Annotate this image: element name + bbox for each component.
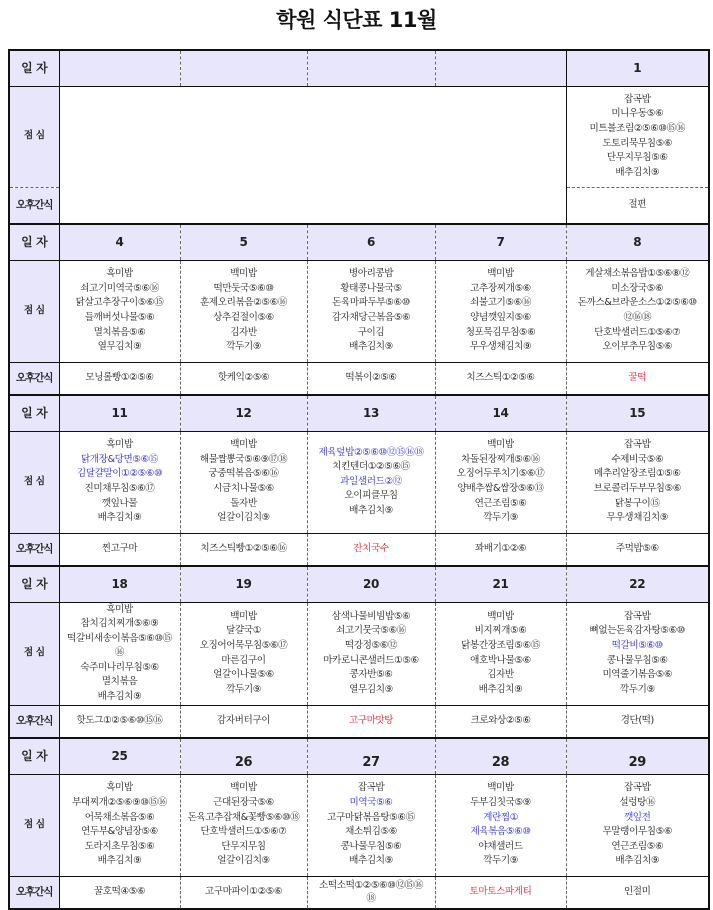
- menu-item: 얼갈이나물⑤⑥: [213, 669, 274, 681]
- menu-item: 비지찌개⑤⑥: [474, 625, 527, 637]
- menu-item: 흑미밥: [106, 439, 133, 451]
- menu-item: 백미밥: [230, 268, 257, 280]
- lunch-menu-cell: [566, 260, 709, 362]
- menu-item: 두부김칫국⑤⑨: [470, 796, 531, 808]
- menu-item: 수제비국⑤⑥: [611, 453, 664, 465]
- lunch-label: 점 심: [9, 774, 59, 876]
- menu-item: 오징어어묵무침⑤⑥⑰: [199, 639, 288, 651]
- date-row: [9, 738, 709, 774]
- lunch-label: 점 심: [9, 602, 59, 705]
- snack-row: [9, 362, 709, 395]
- menu-item: 제육볶음⑤⑥⑩: [470, 826, 531, 838]
- lunch-menu-cell: [435, 260, 566, 362]
- menu-item: 뼈없는돈육감자탕⑤⑥⑩: [589, 625, 686, 637]
- menu-item: 단호박샐러드①⑤⑥⑦: [200, 826, 287, 838]
- menu-item: 숙주미나리무침⑤⑥: [80, 661, 159, 673]
- lunch-menu-cell: [59, 602, 180, 705]
- menu-item: 궁중떡볶음⑤⑥⑯: [208, 468, 279, 480]
- snack-cell: [435, 362, 566, 395]
- snack-item: 고구마맛탕: [348, 715, 394, 727]
- menu-item: 배추김치⑨: [349, 504, 393, 516]
- menu-item: 열무김치⑨: [97, 341, 142, 353]
- date-cell: 25: [59, 738, 180, 774]
- date-cell: 14: [435, 395, 566, 431]
- menu-item: 시금치나물⑤⑥: [213, 483, 274, 494]
- menu-item: 미역줄기볶음⑤⑥: [602, 669, 673, 681]
- menu-item: 김자반: [487, 669, 514, 681]
- snack-cell: [566, 362, 709, 395]
- menu-item: 배추김치⑨: [349, 855, 393, 867]
- menu-item: 쇠고기뭇국⑤⑥⑯: [336, 625, 406, 637]
- snack-cell: [180, 876, 307, 909]
- snack-cell: [307, 705, 435, 738]
- lunch-menu-cell: [59, 774, 180, 876]
- snack-cell: [180, 533, 307, 566]
- menu-item: 백미밥: [487, 610, 514, 622]
- menu-item: 쇠불고기⑤⑥⑯: [469, 297, 532, 309]
- menu-item: 고추장찌개⑤⑥: [470, 282, 531, 294]
- snack-item: 치즈스틱빵①②⑤⑥⑯: [200, 542, 287, 554]
- snack-cell: [307, 533, 435, 566]
- menu-item: 돌자반: [230, 497, 257, 509]
- lunch-label: 점 심: [9, 431, 59, 533]
- menu-item: 백미밥: [230, 610, 257, 622]
- menu-item: 깍두기⑨: [483, 512, 518, 524]
- date-cell: 6: [307, 224, 435, 260]
- menu-item: 단호박샐러드①⑤⑥⑦: [594, 326, 681, 338]
- lunch-menu-cell: [307, 431, 435, 533]
- snack-item: 꽈배기①②⑥: [474, 542, 527, 554]
- menu-item: 연두부&양념장⑤⑥: [81, 826, 158, 838]
- menu-item: 참치김치찌개⑤⑥⑨: [80, 618, 159, 630]
- snack-cell: [435, 705, 566, 738]
- date-cell: 27: [307, 738, 435, 774]
- snack-label: 오후간식: [9, 705, 59, 738]
- snack-item: 인절미: [623, 886, 651, 898]
- snack-cell: [59, 876, 180, 909]
- menu-item: 콩나물무침⑤⑥: [606, 654, 668, 666]
- menu-item: 김자반: [230, 326, 257, 338]
- snack-item: 절편: [628, 198, 647, 210]
- date-cell: [307, 50, 435, 86]
- menu-item: 깍두기⑨: [226, 341, 261, 353]
- menu-item: 쇠고기미역국⑤⑥⑯: [80, 282, 159, 294]
- date-cell: 15: [566, 395, 709, 431]
- snack-cell: [180, 362, 307, 395]
- menu-item: 백미밥: [487, 782, 514, 794]
- menu-table: [8, 49, 710, 910]
- menu-item: ⑫⑯⑱: [623, 312, 652, 323]
- menu-item: 백미밥: [230, 782, 257, 794]
- menu-item: 돈육고추잡채&꽃빵⑤⑥⑩⑱: [187, 811, 300, 823]
- snack-row: [9, 533, 709, 566]
- menu-item: 단무지무침: [221, 840, 266, 852]
- menu-item: 콩자반⑤⑥: [349, 669, 393, 681]
- menu-item: 훈제오리볶음②⑤⑥⑯: [199, 297, 287, 309]
- menu-item: 떡만둣국⑤⑥⑩: [213, 282, 274, 294]
- lunch-row: [9, 260, 709, 362]
- snack-item: 찐고구마: [101, 542, 138, 554]
- menu-item: 구이김: [357, 326, 385, 338]
- menu-item: 채소튀김⑤⑥: [345, 826, 397, 838]
- menu-item: 흑미밥: [106, 268, 133, 280]
- menu-item: 배추김치⑨: [478, 683, 523, 695]
- menu-item: 과일샐러드②⑫: [340, 475, 402, 487]
- menu-item: 설렁탕⑯: [619, 796, 656, 808]
- menu-item: 깻잎나물: [101, 497, 138, 509]
- snack-cell: [180, 705, 307, 738]
- lunch-row: [9, 774, 709, 876]
- snack-row: [9, 876, 709, 909]
- lunch-row: [9, 431, 709, 533]
- lunch-row: [9, 602, 709, 705]
- menu-item: 단무지무침⑤⑥: [606, 152, 668, 164]
- date-cell: 5: [180, 224, 307, 260]
- snack-cell: [59, 362, 180, 395]
- snack-item: 감자버터구이: [216, 715, 271, 727]
- date-cell: 4: [59, 224, 180, 260]
- page-title: 학원 식단표 11월: [276, 8, 437, 32]
- snack-label: 오후간식: [9, 187, 59, 224]
- snack-cell: [435, 876, 566, 909]
- date-cell: 8: [566, 224, 709, 260]
- menu-item: 백미밥: [230, 439, 257, 451]
- menu-item: 해물짬뽕국⑤⑥⑨⑰⑱: [199, 453, 288, 465]
- menu-item: 마른김구이: [221, 654, 266, 666]
- menu-item: 메추리알장조림①⑤⑥: [593, 468, 681, 480]
- menu-item: 떡강정⑤⑥⑫: [344, 639, 398, 651]
- menu-item: 삼색나물비빔밥⑤⑥: [331, 610, 411, 622]
- snack-cell: [307, 876, 435, 909]
- snack-cell: [566, 533, 709, 566]
- menu-item: 황태콩나물국⑤: [340, 282, 402, 294]
- menu-item: 어묵채소볶음⑤⑥: [84, 811, 155, 823]
- menu-item: 도토리묵무침⑤⑥: [602, 137, 673, 149]
- menu-item: 얼갈이김치⑨: [217, 855, 270, 867]
- date-cell: [435, 50, 566, 86]
- menu-item: 닭개장&당면⑤⑥⑮: [80, 453, 158, 465]
- menu-item: 미소장국⑤⑥: [611, 282, 664, 294]
- menu-item: 진미채무침⑤⑥⑰: [84, 483, 155, 494]
- menu-item: 미니우동⑤⑥: [611, 108, 664, 120]
- lunch-menu-cell: [307, 602, 435, 705]
- date-label: 일 자: [9, 738, 59, 774]
- date-cell: [59, 50, 180, 86]
- lunch-menu-cell: [566, 602, 709, 705]
- lunch-menu-cell: [180, 774, 307, 876]
- menu-item: 배추김치⑨: [97, 855, 142, 867]
- menu-item: 닭봉간장조림⑤⑥⑮: [461, 639, 540, 651]
- menu-item: 깻잎전: [623, 811, 651, 823]
- menu-item: 무우생채김치⑨: [606, 512, 668, 524]
- snack-item: 치즈스틱①②⑤⑥: [466, 371, 535, 383]
- date-row: [9, 566, 709, 602]
- date-cell: 19: [180, 566, 307, 602]
- menu-item: 배추김치⑨: [97, 691, 142, 703]
- snack-item: 소떡소떡①②⑤⑥⑩⑫⑮⑯: [318, 879, 424, 891]
- menu-item: 떡갈비새송이볶음⑤⑥⑩⑮: [67, 632, 172, 644]
- menu-item: 마카로니콘샐러드①⑤⑥: [323, 654, 419, 666]
- snack-label: 오후간식: [9, 876, 59, 909]
- menu-item: 연근조림⑤⑥: [474, 497, 527, 509]
- snack-cell: [307, 362, 435, 395]
- date-cell: 28: [435, 738, 566, 774]
- snack-cell: [59, 533, 180, 566]
- menu-item: 부대찌개②⑤⑥⑨⑩⑮⑯: [72, 796, 167, 808]
- menu-item: 열무김치⑨: [349, 683, 393, 695]
- menu-item: 배추김치⑨: [97, 512, 142, 524]
- date-row: [9, 395, 709, 431]
- menu-item: 제육덮밥②⑤⑥⑩⑫⑮⑯⑱: [318, 446, 424, 458]
- date-cell: 29: [566, 738, 709, 774]
- empty-days-cell: [59, 86, 566, 224]
- date-label: 일 자: [9, 395, 59, 431]
- menu-item: 오이부추무침⑤⑥: [602, 341, 673, 353]
- snack-cell: [566, 187, 709, 224]
- lunch-menu-cell: [566, 431, 709, 533]
- date-label: 일 자: [9, 224, 59, 260]
- menu-item: 도라지초무침⑤⑥: [84, 840, 155, 852]
- menu-item: 근대된장국⑤⑥: [213, 796, 274, 808]
- date-cell: 18: [59, 566, 180, 602]
- snack-cell: [566, 876, 709, 909]
- lunch-menu-cell: [180, 431, 307, 533]
- menu-item: 애호박나물⑤⑥: [470, 654, 531, 666]
- menu-item: 김달걀말이①②⑤⑥⑩: [76, 468, 163, 480]
- date-cell: 13: [307, 395, 435, 431]
- menu-item: 청포묵김무침⑤⑥: [465, 326, 536, 338]
- menu-item: 미트볼조림②⑤⑥⑩⑮⑯: [589, 122, 686, 134]
- date-label: 일 자: [9, 50, 59, 86]
- snack-item: 고구마파이①②⑤⑥: [204, 886, 283, 898]
- menu-item: 병아리콩밥: [348, 268, 394, 280]
- menu-item: 흑미밥: [106, 603, 133, 615]
- snack-item: 꿀호떡④⑤⑥: [93, 886, 146, 898]
- menu-item: 깍두기⑨: [226, 683, 261, 695]
- menu-item: 상추겉절이⑤⑥: [213, 312, 274, 323]
- snack-item: 핫케익②⑤⑥: [217, 371, 270, 383]
- menu-item: 고구마닭볶음탕⑤⑥⑮: [327, 811, 415, 823]
- lunch-label: 점 심: [9, 260, 59, 362]
- snack-cell: [566, 705, 709, 738]
- menu-item: 잡곡밥: [623, 610, 651, 622]
- snack-item: 떡볶이②⑤⑥: [345, 371, 397, 383]
- menu-item: 깍두기⑨: [619, 683, 655, 695]
- snack-item: 모닝롤빵①②⑤⑥: [85, 371, 154, 383]
- menu-item: 오징어두루치기⑤⑥⑰: [456, 468, 545, 480]
- menu-item: 흑미밥: [106, 782, 133, 794]
- snack-item: 핫도그①②⑤⑥⑩⑮⑯: [76, 715, 163, 727]
- menu-item: 배추김치⑨: [615, 855, 660, 867]
- menu-item: 돈육마파두부⑤⑥⑩: [332, 297, 410, 309]
- snack-item: 경단(떡): [620, 715, 654, 727]
- menu-item: 감자채당근볶음⑤⑥: [331, 312, 411, 323]
- snack-label: 오후간식: [9, 533, 59, 566]
- lunch-menu-cell: [307, 260, 435, 362]
- menu-item: 잡곡밥: [623, 93, 651, 105]
- menu-item: 차돌된장찌개⑤⑥⑯: [461, 453, 540, 465]
- menu-item: 연근조림⑤⑥: [611, 840, 664, 852]
- menu-item: 잡곡밥: [357, 782, 385, 794]
- menu-item: 잡곡밥: [623, 782, 651, 794]
- lunch-menu-cell: [59, 431, 180, 533]
- menu-item: 치킨텐더①②⑤⑥⑮: [332, 461, 410, 473]
- menu-item: ⑯: [114, 647, 125, 659]
- snack-item: 잔치국수: [353, 542, 389, 554]
- menu-item: 백미밥: [487, 439, 514, 451]
- lunch-label: 점 심: [9, 86, 59, 187]
- menu-item: 닭봉구이⑮: [614, 497, 660, 509]
- menu-item: 배추김치⑨: [349, 341, 393, 353]
- menu-item: 돈까스&브라운소스①②⑤⑥⑩: [577, 297, 697, 309]
- menu-item: 양배추쌈&쌈장⑤⑥⑬: [457, 483, 544, 494]
- menu-item: 들깨버섯나물⑤⑥: [84, 312, 155, 323]
- snack-cell: [59, 705, 180, 738]
- menu-item: 멸치볶음: [101, 676, 138, 688]
- menu-item: 오이피클무침: [344, 490, 398, 502]
- date-row: [9, 224, 709, 260]
- date-row: [9, 50, 709, 86]
- menu-item: 콩나물무침⑤⑥: [340, 840, 402, 852]
- snack-cell: [435, 533, 566, 566]
- date-cell: 12: [180, 395, 307, 431]
- snack-item: 크로와상②⑤⑥: [470, 715, 531, 727]
- menu-item: 양념깻잎지⑤⑥: [470, 312, 531, 323]
- menu-item: 배추김치⑨: [615, 166, 660, 178]
- lunch-menu-cell: [307, 774, 435, 876]
- lunch-menu-cell: [435, 431, 566, 533]
- menu-item: 얼갈이김치⑨: [217, 512, 270, 524]
- snack-label: 오후간식: [9, 362, 59, 395]
- date-cell: 21: [435, 566, 566, 602]
- lunch-menu-cell: [180, 260, 307, 362]
- date-cell: 20: [307, 566, 435, 602]
- lunch-menu-cell: [566, 86, 709, 187]
- snack-item: 꿀떡: [628, 371, 647, 383]
- lunch-menu-cell: [435, 602, 566, 705]
- date-cell: 26: [180, 738, 307, 774]
- menu-item: 무우생채김치⑨: [469, 341, 532, 353]
- date-cell: 22: [566, 566, 709, 602]
- menu-item: 브로콜리두부무침⑤⑥: [593, 483, 681, 494]
- menu-item: 계란찜①: [483, 811, 518, 823]
- date-label: 일 자: [9, 566, 59, 602]
- date-cell: 7: [435, 224, 566, 260]
- snack-item: 주먹밥⑤⑥: [615, 542, 659, 554]
- menu-item: 백미밥: [487, 268, 514, 280]
- lunch-menu-cell: [566, 774, 709, 876]
- snack-item: 토마토스파게티: [469, 886, 532, 898]
- date-cell: [180, 50, 307, 86]
- lunch-menu-cell: [59, 260, 180, 362]
- date-cell: 1: [566, 50, 709, 86]
- lunch-row: [9, 86, 709, 187]
- menu-item: 야채샐러드: [478, 840, 523, 852]
- menu-item: 달걀국①: [226, 625, 261, 637]
- menu-item: 멸치볶음⑤⑥: [93, 326, 146, 338]
- menu-item: 무말랭이무침⑤⑥: [602, 826, 673, 838]
- snack-item-continued: ⑱: [366, 892, 376, 904]
- menu-item: 잡곡밥: [623, 439, 651, 451]
- menu-item: 깍두기⑨: [483, 855, 518, 867]
- menu-item: 떡갈비⑤⑥⑩: [611, 639, 663, 651]
- menu-item: 게살채소볶음밥①⑤⑥⑧⑫: [585, 268, 690, 280]
- menu-item: 닭살고추장구이⑤⑥⑮: [75, 297, 164, 309]
- menu-item: 미역국⑤⑥: [349, 796, 393, 808]
- lunch-menu-cell: [180, 602, 307, 705]
- lunch-menu-cell: [435, 774, 566, 876]
- date-cell: 11: [59, 395, 180, 431]
- snack-row: [9, 705, 709, 738]
